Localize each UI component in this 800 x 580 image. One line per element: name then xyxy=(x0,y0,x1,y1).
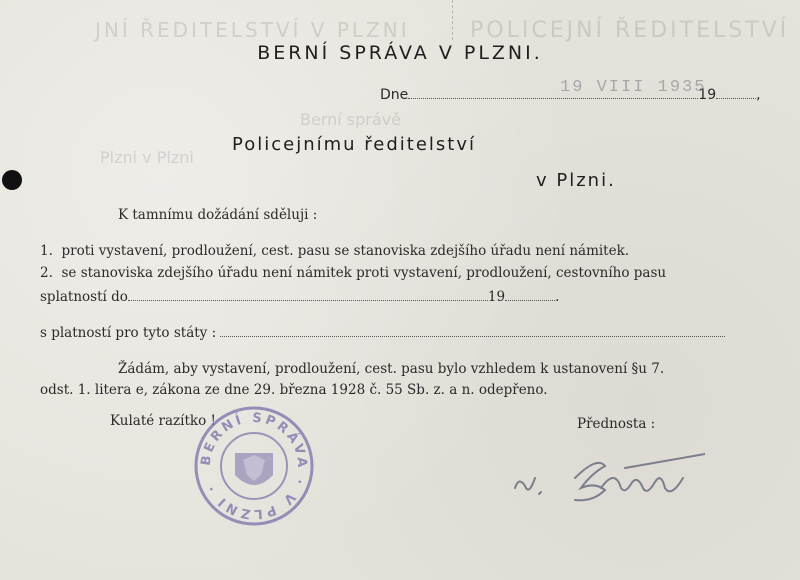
handwritten-signature xyxy=(505,448,705,508)
validity-dotted-line xyxy=(128,286,488,301)
bleed-through-text: Plzni v Plzni xyxy=(100,148,194,167)
bleed-through-text: POLICEJNÍ ŘEDITELSTVÍ xyxy=(470,18,790,43)
validity-year: 19 xyxy=(487,289,506,305)
validity-year-dots xyxy=(505,286,555,301)
addressee-line-1: Policejnímu ředitelství xyxy=(232,134,476,155)
head-label: Přednosta : xyxy=(577,416,656,432)
item-2-text: se stanoviska zdejšího úřadu není námitek proti vystavení, prodloužení, cestovního pasu xyxy=(61,265,667,281)
item-1-number: 1. xyxy=(40,243,53,259)
item-1 xyxy=(40,243,629,259)
intro-text: K tamnímu dožádání sděluji : xyxy=(118,207,318,223)
date-year: 19 xyxy=(698,87,717,103)
fold-mark xyxy=(452,0,454,40)
states-dotted-line xyxy=(220,322,725,337)
punch-hole xyxy=(2,170,22,190)
round-stamp xyxy=(193,405,315,527)
item-2-number: 2. xyxy=(40,265,53,281)
states-label: s platností pro tyto státy : xyxy=(40,325,217,341)
date-year-dots xyxy=(716,84,756,99)
validity-label: splatností do xyxy=(40,289,128,305)
stamped-date: 19 VIII 1935 xyxy=(560,78,707,97)
coat-of-arms-icon xyxy=(235,453,273,485)
item-1-text: proti vystavení, prodloužení, cest. pasu se stanoviska zdejšího úřadu není námitek. xyxy=(61,243,630,259)
date-prefix: Dne xyxy=(380,87,409,103)
validity-line: splatností do 19 . xyxy=(40,286,559,305)
office-header: BERNÍ SPRÁVA V PLZNI. xyxy=(257,42,543,64)
addressee-line-2: v Plzni. xyxy=(536,170,616,191)
date-comma: , xyxy=(756,87,761,103)
request-line-1: Žádám, aby vystavení, prodloužení, cest. pasu bylo vzhledem k ustanovení §u 7. xyxy=(118,361,665,377)
request-line-2: odst. 1. litera e, zákona ze dne 29. března 1928 č. 55 Sb. z. a n. odepřeno. xyxy=(40,382,548,398)
svg-text:BERNÍ SPRÁVA · V PLZNI ·: BERNÍ SPRÁVA · V PLZNI · xyxy=(198,410,310,522)
item-2 xyxy=(40,265,666,281)
stamp-label: Kulaté razítko ! xyxy=(110,413,216,429)
states-line xyxy=(40,322,725,341)
bleed-through-text: JNÍ ŘEDITELSTVÍ V PLZNI xyxy=(95,18,410,42)
bleed-through-text: Berní správě xyxy=(300,110,401,129)
